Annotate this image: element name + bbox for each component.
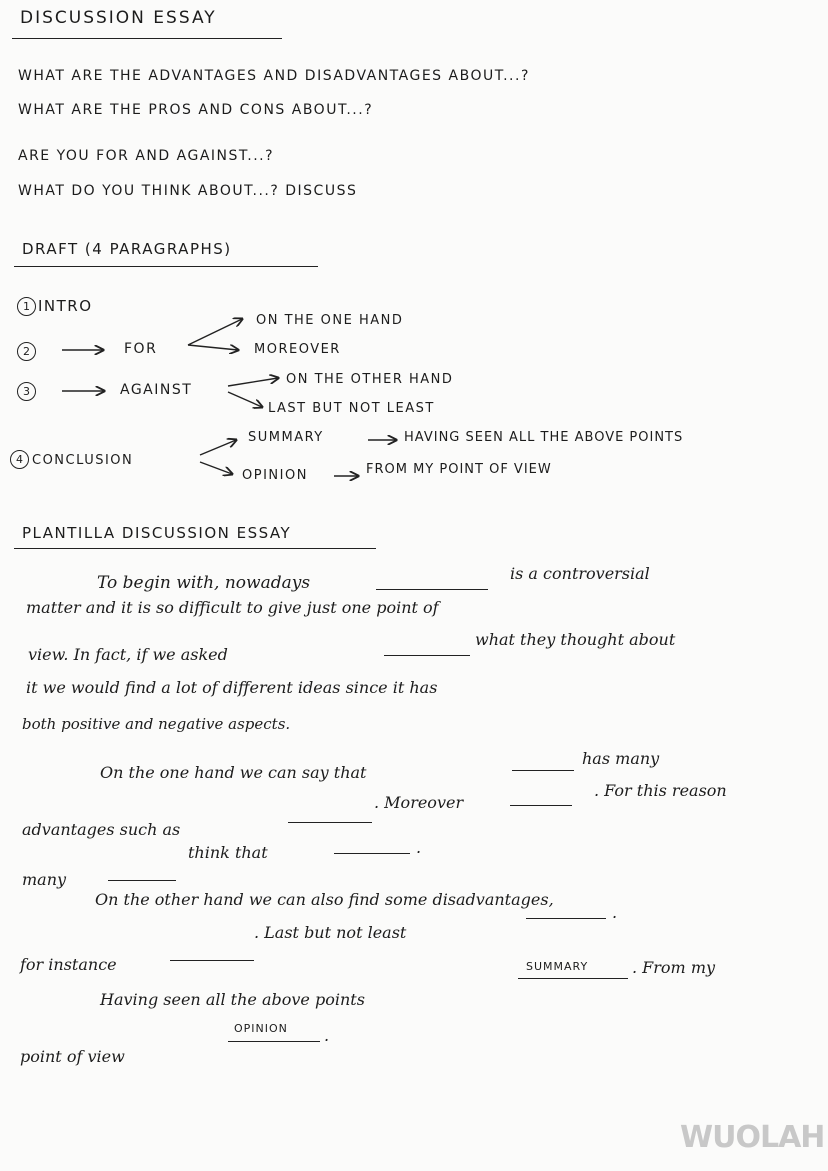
p1-line1b: is a controversial [510,564,650,583]
p1-line3b: what they thought about [475,630,676,649]
connector-opinion: OPINION [242,468,308,483]
number-circle-3: 3 [17,382,36,401]
arrow-for-1 [188,319,242,345]
p2-line1a: On the one hand we can say that [100,763,367,782]
p3-blank-1 [170,960,254,961]
draft-item-conclusion: CONCLUSION [32,453,134,468]
watermark-logo: WUOLAH [680,1120,825,1155]
p1-line1a: To begin with, nowadays [97,573,311,593]
p3-line2a: for instance [20,955,117,974]
draft-item-intro: INTRO [38,297,93,315]
p4-opinion-label: OPINION [234,1022,288,1035]
connector-on-the-one-hand: ON THE ONE HAND [256,313,404,328]
connector-summary: SUMMARY [248,430,324,445]
p3-line2c: . [612,903,618,922]
p3-line1: On the other hand we can also find some disadvantages, [95,890,554,909]
p2-line2c: . For this reason [594,781,727,800]
question-4: WHAT DO YOU THINK ABOUT...? DISCUSS [18,183,358,199]
arrow-against-1 [228,378,278,386]
draft-heading: DRAFT (4 PARAGRAPHS) [22,240,232,258]
p2-blank-4 [108,880,176,881]
connector-having-seen: HAVING SEEN ALL THE ABOVE POINTS [404,430,684,445]
arrow-against-2 [228,392,262,407]
p2-blank-5 [334,853,410,854]
connector-on-the-other-hand: ON THE OTHER HAND [286,372,454,387]
p4-line2b: . [324,1026,330,1045]
p4-blank-opinion [228,1041,320,1042]
p1-line2: matter and it is so difficult to give just one point of [26,598,439,617]
p1-blank-2 [384,655,470,656]
p4-line1: Having seen all the above points [100,990,365,1009]
p2-line3a: many [22,870,67,889]
p1-line5: both positive and negative aspects. [22,715,291,733]
connector-moreover: MOREOVER [254,342,341,357]
p2-line3c: . [416,838,422,857]
p4-line2a: point of view [20,1047,125,1066]
arrow-conclusion-2 [200,462,232,474]
question-1: WHAT ARE THE ADVANTAGES AND DISADVANTAGES ABOUT...? [18,68,530,84]
draft-item-for: FOR [124,341,158,357]
number-circle-1: 1 [17,297,36,316]
p2-blank-2 [288,822,372,823]
connector-last-but-not-least: LAST BUT NOT LEAST [268,401,435,416]
draft-item-against: AGAINST [120,382,193,398]
p2-line2a: advantages such as [22,820,181,839]
p2-blank-1 [512,770,574,771]
page-title: DISCUSSION ESSAY [20,8,217,28]
p3-blank-2 [526,918,606,919]
p1-line3a: view. In fact, if we asked [28,645,228,664]
number-circle-2: 2 [17,342,36,361]
p1-line4: it we would find a lot of different ideas since it has [26,678,438,697]
draft-arrows [0,0,828,520]
p2-line2b: . Moreover [374,793,464,812]
p2-line3b: think that [188,843,268,862]
p2-line1b: has many [582,749,660,768]
p3-line2b: . Last but not least [254,923,407,942]
p1-blank-1 [376,589,488,590]
arrow-for-2 [188,345,238,350]
p2-blank-3 [510,805,572,806]
p4-from-my: . From my [632,958,716,977]
p4-blank-summary [518,978,628,979]
template-heading: PLANTILLA DISCUSSION ESSAY [22,524,292,542]
p4-summary-label: SUMMARY [526,960,589,973]
arrow-conclusion-1 [200,440,236,455]
question-3: ARE YOU FOR AND AGAINST...? [18,148,275,164]
connector-from-my-point: FROM MY POINT OF VIEW [366,462,552,477]
template-underline [14,548,376,549]
question-2: WHAT ARE THE PROS AND CONS ABOUT...? [18,102,374,118]
number-circle-4: 4 [10,450,29,469]
